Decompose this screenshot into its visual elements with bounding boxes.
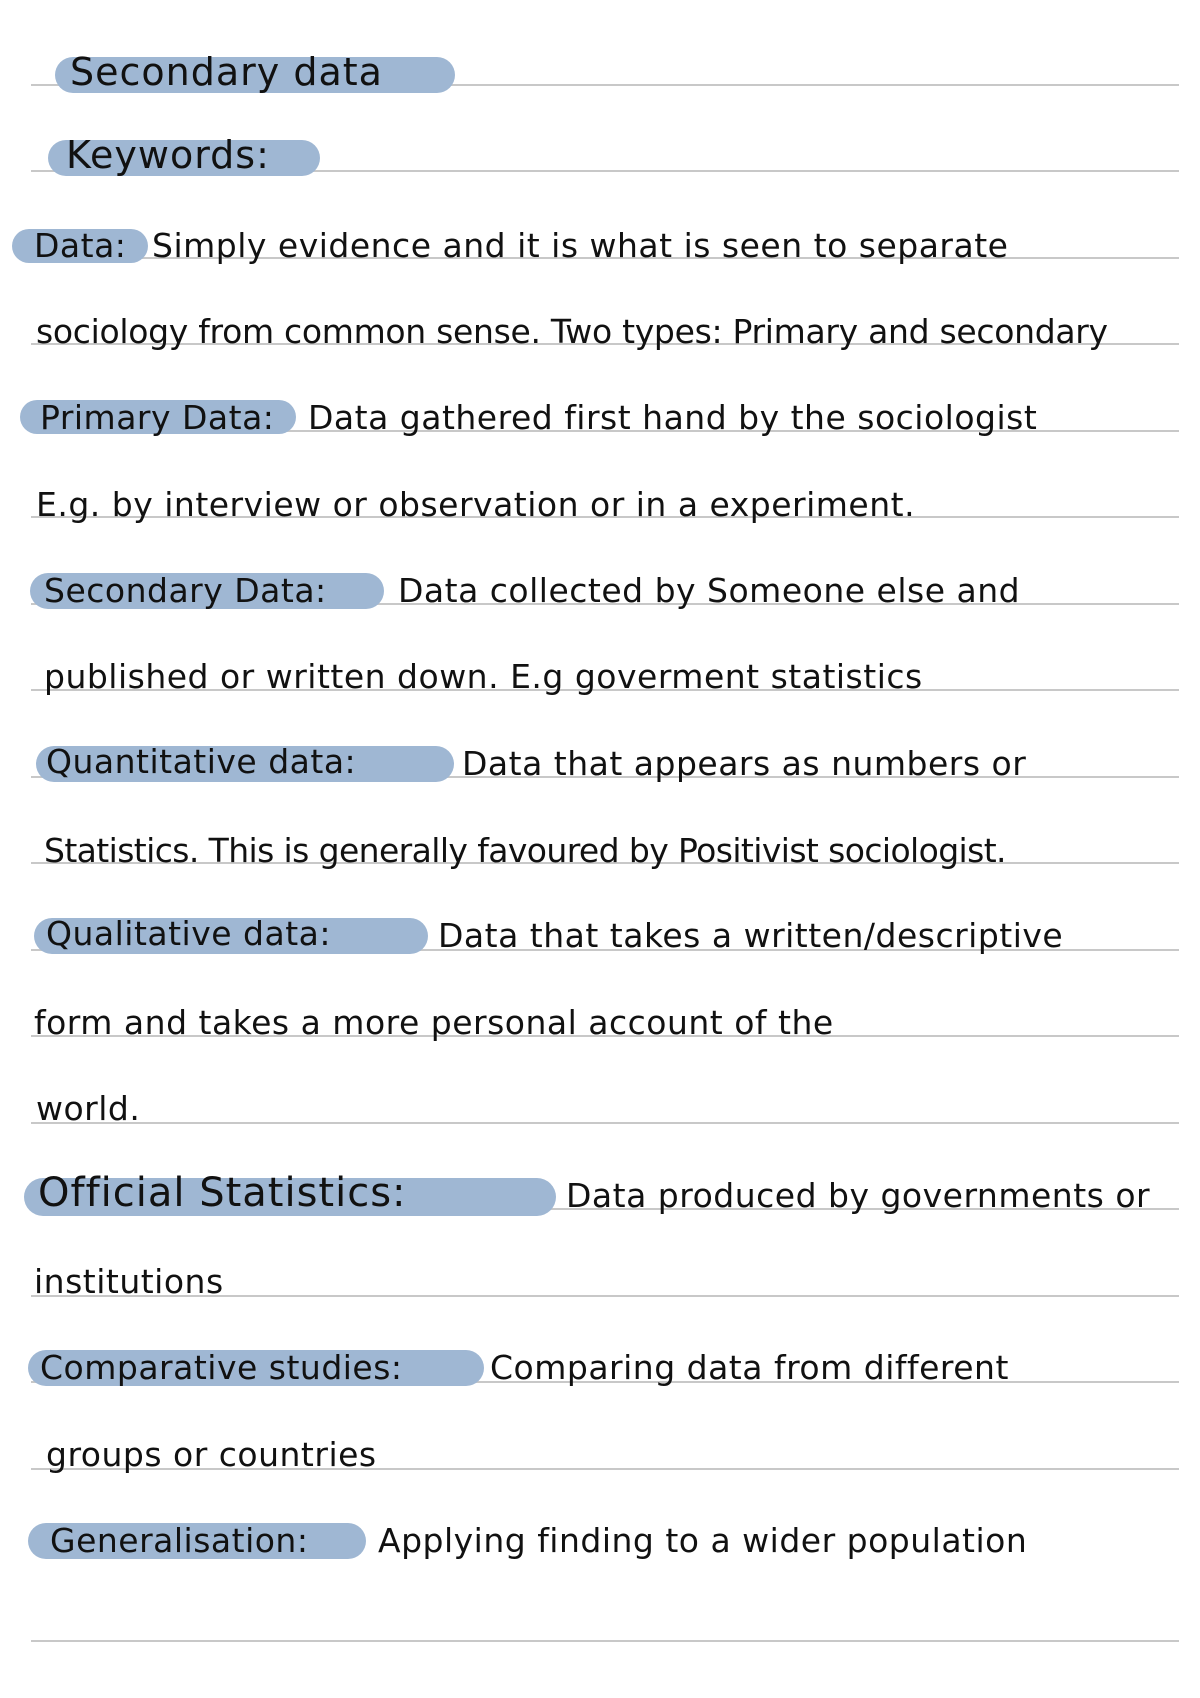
- definition-line: Simply evidence and it is what is seen to separate: [152, 226, 1009, 265]
- term-generalisation: Generalisation:: [50, 1521, 309, 1560]
- definition-line: sociology from common sense. Two types: Primary and secondary: [36, 312, 1108, 351]
- definition-line: Applying finding to a wider population: [378, 1521, 1028, 1560]
- ruled-line: [31, 1122, 1179, 1124]
- definition-line: Data that takes a written/descriptive: [438, 916, 1064, 955]
- definition-line: groups or countries: [46, 1435, 377, 1474]
- ruled-line: [31, 1640, 1179, 1642]
- page-title: Secondary data: [70, 50, 383, 94]
- definition-line: Data gathered first hand by the sociologist: [308, 398, 1038, 437]
- term-quantitative-data: Quantitative data:: [46, 742, 357, 781]
- definition-line: form and takes a more personal account of the: [34, 1003, 834, 1042]
- definition-line: Statistics. This is generally favoured by Positivist sociologist.: [44, 831, 1006, 870]
- definition-line: E.g. by interview or observation or in a experiment.: [36, 485, 916, 524]
- definition-line: world.: [36, 1089, 141, 1128]
- definition-line: published or written down. E.g goverment statistics: [44, 657, 923, 696]
- definition-line: Comparing data from different: [490, 1348, 1009, 1387]
- term-official-statistics: Official Statistics:: [38, 1170, 407, 1216]
- term-secondary-data: Secondary Data:: [44, 571, 327, 610]
- keywords-heading: Keywords:: [66, 133, 270, 177]
- definition-line: Data that appears as numbers or: [462, 744, 1027, 783]
- term-comparative-studies: Comparative studies:: [40, 1348, 403, 1387]
- definition-line: Data produced by governments or: [566, 1176, 1151, 1215]
- term-qualitative-data: Qualitative data:: [46, 914, 331, 953]
- term-data: Data:: [34, 226, 127, 265]
- definition-line: institutions: [34, 1262, 224, 1301]
- term-primary-data: Primary Data:: [40, 398, 275, 437]
- definition-line: Data collected by Someone else and: [398, 571, 1021, 610]
